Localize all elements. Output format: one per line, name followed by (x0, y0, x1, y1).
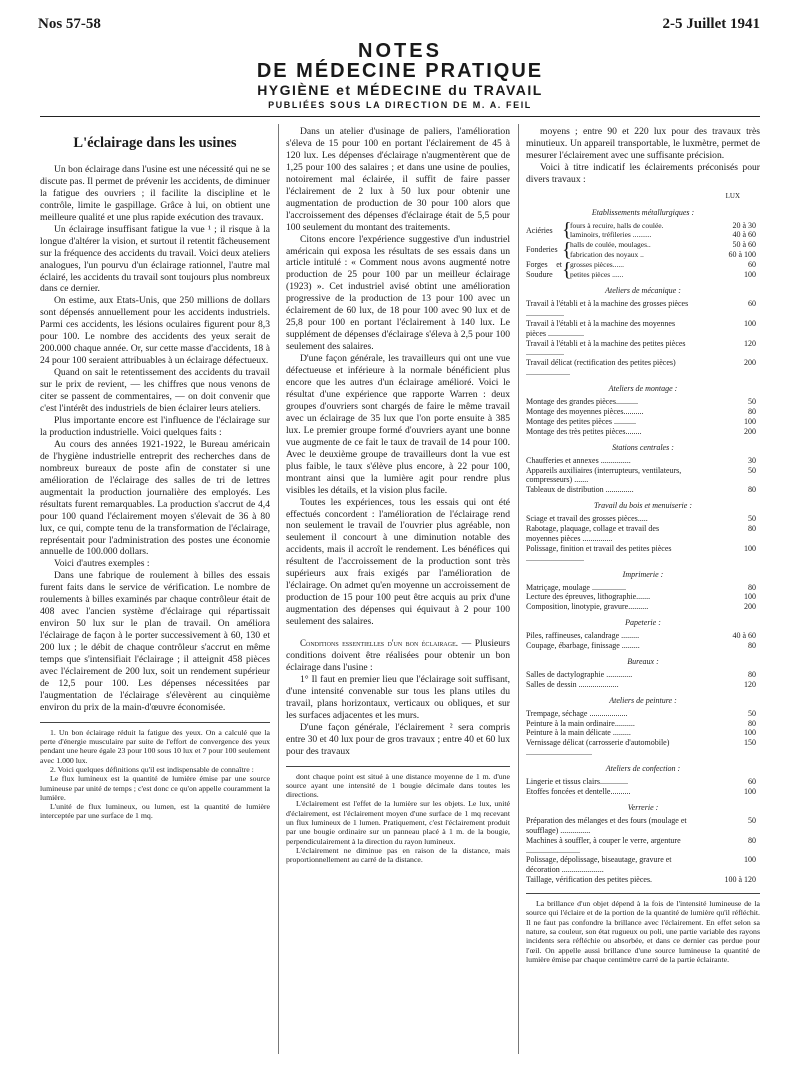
table-row (570, 221, 760, 231)
table-row-label: Trempage, séchage ................... (526, 708, 628, 718)
table-row (570, 230, 760, 240)
table-row-value: 60 (748, 777, 756, 787)
column-2 (286, 126, 510, 865)
paragraph: 1° Il faut en premier lieu que l'éclairage soit suffisant, d'une intensité convenable sur tous les plans utiles du travail, plans horizontaux, verticaux ou obliques, et sur les surfaces adjacentes et les murs. (286, 673, 510, 721)
table-row-value: 100 (744, 416, 756, 426)
table-row-value: 120 (744, 679, 756, 689)
table-row-label: Piles, raffineuses, calandrage ......... (526, 631, 640, 641)
table-row-value: 80 (748, 669, 756, 679)
table-row (526, 397, 760, 407)
table-row (526, 524, 760, 544)
table-row-value: 40 à 60 (732, 631, 756, 641)
table-row-label: Polissage, finition et travail des petites pièces ............................. (526, 543, 672, 563)
table-row-value: 20 à 30 (732, 220, 756, 230)
footnotes (40, 728, 270, 821)
table-row-value: 100 (744, 855, 756, 865)
header-rule (40, 116, 760, 117)
table-row-value: 200 (744, 426, 756, 436)
paragraph: Un bon éclairage dans l'usine est une nécessité qui ne se discute pas. Il permet de prévenir les accidents, de diminuer la fatigue des ouvriers ; il facilite la discipline et le contrôle, limite le gaspillage. Grâce à lui, on obtient une meilleure qualité et une plus rapide exécution des travaux. (40, 163, 270, 223)
table-row (526, 631, 760, 641)
table-section-title: Verrerie : (627, 802, 659, 812)
table-row-value: 80 (748, 641, 756, 651)
table-row-label: Etoffes foncées et dentelle.......... (526, 786, 631, 796)
journal-section: HYGIÈNE et MÉDECINE du TRAVAIL (257, 82, 543, 98)
paragraph: Plus importante encore est l'influence de l'éclairage sur la production industrielle. Voici quelques faits : (40, 414, 270, 438)
table-row-value: 80 (748, 524, 756, 534)
table-row-value: 60 (748, 260, 756, 270)
brace-icon: { (562, 259, 572, 282)
table-row-label: Montage des très petites pièces........ (526, 426, 642, 436)
table-row-label: Travail délicat (rectification des petites pièces) ...................... (526, 358, 676, 378)
issue-date: 2-5 Juillet 1941 (662, 16, 760, 32)
table-group (526, 221, 760, 241)
table-row-value: 60 (748, 298, 756, 308)
table-row-label: Travail à l'établi et à la machine des petites pièces ................... (526, 338, 686, 358)
table-row (526, 592, 760, 602)
table-row (526, 319, 760, 339)
table-row (526, 456, 760, 466)
lux-table (526, 192, 760, 885)
table-row-value: 100 (744, 270, 756, 280)
table-row (526, 466, 760, 486)
paragraph: Citons encore l'expérience suggestive d'un industriel américain qui exposa les résultats de ses essais dans un article intitulé : « Comment nous avons augmenté notre production de 25 pour 100 par un meilleur éclairage (1923) ». Cet industriel avisé obtint une amélioration progressive de la production de 13 pour 100 avec un éclairement de 60 lux, de 18 pour 100 avec 90 lux et de 25,8 pour 100 en portant l'éclairement à 140 lux. Le supplément de dépenses d'éclairage s'éleva à 2,5 pour 100 seulement des salaires. (286, 233, 510, 353)
table-group (526, 240, 760, 260)
table-row (526, 816, 760, 836)
table-row-label: Tableaux de distribution .............. (526, 485, 634, 495)
table-row-label: Coupage, ébarbage, finissage ......... (526, 641, 640, 651)
footnote: L'éclairement ne diminue pas en raison de la distance, mais proportionnellement au carré de la distance. (286, 845, 510, 865)
table-row (526, 358, 760, 378)
table-row-value: 30 (748, 455, 756, 465)
paragraph: Un éclairage insuffisant fatigue la vue ¹ ; il risque à la longue d'altérer la vision, et surtout il retentit fâcheusement sur la fréquence des accidents du travail. Voici deux ateliers analogues, l'un pourvu d'un éclairage rationnel, l'autre mal éclairé, les accidents du travail sont toujours plus nombreux dans ce dernier. (40, 223, 270, 295)
table-row-value: 200 (744, 358, 756, 368)
table-row-label: Salles de dactylographie ............. (526, 669, 633, 679)
table-row (526, 602, 760, 612)
table-row (526, 670, 760, 680)
table-row-label: Rabotage, plaquage, collage et travail des moyennes pièces ............... (526, 524, 660, 543)
table-group (526, 260, 760, 280)
table-row-value: 50 (748, 465, 756, 475)
table-row (570, 260, 760, 270)
table-row-label: Montage des moyennes pièces.......... (526, 406, 644, 416)
table-row (526, 728, 760, 738)
paragraph-text: — Plusieurs conditions doivent être réalisées pour obtenir un bon éclairage dans l'usine : (286, 638, 510, 673)
column-1 (40, 126, 270, 821)
footnote-rule (286, 766, 510, 767)
table-row-label: petites pièces ...... (570, 270, 624, 280)
journal-editor: PUBLIÉES SOUS LA DIRECTION DE M. A. FEIL (268, 100, 532, 110)
table-row-value: 40 à 60 (732, 230, 756, 240)
table-row-value: 50 à 60 (732, 240, 756, 250)
paragraph: Quand on sait le retentissement des accidents du travail sur le prix de revient, — les chiffres que nous venons de citer se passent de commentaires, — on doit convenir que c'est l'intérêt des industriels de bien éclairer leurs ateliers. (40, 367, 270, 415)
table-row (526, 583, 760, 593)
table-row-label: Montage des petites pièces ........... (526, 416, 636, 426)
table-row-label: Préparation des mélanges et des fours (moulage et soufflage) ............... (526, 815, 687, 835)
brace-icon: { (562, 219, 572, 242)
table-section-title: Ateliers de montage : (608, 384, 678, 394)
table-row-value: 100 (744, 592, 756, 602)
table-row-label: Appareils auxiliaires (interrupteurs, ventilateurs, compresseurs) ....... (526, 465, 682, 485)
table-row-label: Travail à l'établi et à la machine des grosses pièces ................... (526, 298, 689, 318)
table-row-label: halls de coulée, moulages.. (570, 240, 651, 250)
table-row-value: 150 (744, 738, 756, 748)
paragraph (286, 638, 510, 674)
paragraph: Dans une fabrique de roulement à billes des essais furent faits dans le service de vérification. Le nombre de roulements à billes examinés par chaque contrôleur était de 408 avec l'ancien système d'éclairage qui répartissait environ 50 lux sur le plan de travail. On améliora l'éclairage de façon à le porter successivement à 60, 130 et 200 lux ; le débit de chaque contrôleur s'accrut en même temps que s'intensifiait l'éclairage ; il atteignit 458 pièces avec l'éclairement de 200 lux, soit un rendement supérieur de 12,5 pour 100. Les dépenses nécessitées par l'augmentation de l'éclairage s'élevèrent au cinquième environ du prix de la main-d'œuvre économisée. (40, 570, 270, 713)
table-row-value: 200 (744, 602, 756, 612)
table-row (526, 641, 760, 651)
footnote: 1. Un bon éclairage réduit la fatigue des yeux. On a calculé que la perte d'énergie musculaire par suite de l'effort de convergence des yeux pendant une heure égale 23 pour 100 sous 10 lux et 7 pour 100 seulement avec 1.000 lux. (40, 727, 270, 765)
table-row-value: 100 (744, 786, 756, 796)
section-heading: Conditions essentielles d'un bon éclairage. (300, 638, 458, 649)
paragraph: Toutes les expériences, tous les essais qui ont été effectués concordent : l'amélioration de l'éclairage rend non seulement le travail de l'ouvrier plus agréable, non seulement il concourt à une diminution notable des accidents, mais il accroît le rendement. Les bénéfices qui résultent de l'accroissement de la production sont très supérieurs aux frais exigés par l'amélioration de l'éclairage. On admet qu'en moyenne un accroissement de production de 15 pour 100 peut être acquis au prix d'une augmentation des dépenses qui équivaut à 2 pour 100 seulement des salaires. (286, 496, 510, 628)
table-row-value: 50 (748, 708, 756, 718)
table-row-label: Composition, linotypie, gravure.......... (526, 602, 649, 612)
table-row (526, 299, 760, 319)
table-row (526, 427, 760, 437)
footnote: La brillance d'un objet dépend à la fois de l'intensité lumineuse de la source qui l'éclaire et de la portion de la quantité de lumière qu'il réfléchit. Il ne faut pas confondre la brillance avec l'éclairement. En effet selon sa nature, sa couleur, son état rugueux ou poli, une partie variable des rayons incidents sera réfléchie ou absorbée, et dans ce dernier cas perdue pour l'œil. On appelle aussi brillance d'une source lumineuse la quantité de lumière émise par chaque centimètre carré de la partie éclairante. (526, 899, 760, 964)
table-row-label: Travail à l'établi et à la machine des moyennes pièces .................. (526, 318, 676, 338)
table-row-value: 50 (748, 397, 756, 407)
table-row-label: Sciage et travail des grosses pièces..... (526, 514, 648, 524)
table-row-value: 80 (748, 485, 756, 495)
table-row (526, 738, 760, 758)
column-3 (526, 126, 760, 964)
table-row (526, 339, 760, 359)
paragraph: Au cours des années 1921-1922, le Bureau américain de l'hygiène industrielle entreprit des recherches dans de nombreux bureaux de poste afin de constater si une amélioration de l'éclairage des salles de tri de lettres augmentait la production journalière des employés. Les résultats furent remarquables. La production s'accrut de 4,4 pour 100 quand l'éclairement moyen s'élevait de 36 à 80 lux, ce qui, compte tenu de la transformation de l'éclairage, représentait pour l'administration des postes une économie annuelle de 100.000 dollars. (40, 438, 270, 558)
table-row-label: Polissage, dépolissage, biseautage, gravure et décoration ..................... (526, 855, 672, 875)
footnotes (526, 899, 760, 964)
table-row-value: 80 (748, 582, 756, 592)
table-section-title: Ateliers de peinture : (609, 695, 677, 705)
table-row-value: 100 (744, 728, 756, 738)
footnote-rule (526, 893, 760, 894)
table-row-label: fabrication des noyaux .. (570, 250, 644, 260)
table-row (526, 514, 760, 524)
table-row (526, 855, 760, 875)
table-row-label: fours à recuire, halls de coulée. (570, 220, 664, 230)
table-row-label: Salles de dessin .................... (526, 679, 619, 689)
paragraph: On estime, aux Etats-Unis, que 250 millions de dollars sont dépensés annuellement pour les accidents industriels. Parmi ces accidents, les lésions oculaires figurent pour 8,3 pour 100. Le nombre des accidents des yeux serait de 200.000 chaque année. Or, sur cette masse d'accidents, 18 à 24 pour 100 seraient attribuables à un éclairage défectueux. (40, 295, 270, 367)
table-row-value: 50 (748, 514, 756, 524)
brace-icon: { (562, 239, 572, 262)
table-row-label: Vernissage délicat (carrosserie d'automobile) ................................. (526, 738, 670, 758)
table-row-label: Machines à souffler, à couper le verre, argenture ........................... (526, 835, 681, 855)
table-row-value: 100 (744, 318, 756, 328)
table-row-value: 50 (748, 815, 756, 825)
table-row-label: Peinture à la main ordinaire.......... (526, 718, 635, 728)
table-section-title: Ateliers de confection : (605, 764, 681, 774)
paragraph: Dans un atelier d'usinage de paliers, l'amélioration s'éleva de 15 pour 100 en portant l'éclairement de 45 à 120 lux. Les dépenses d'éclairage n'augmentèrent que de 1,25 pour 100 des salaires ; et dans une usine de poulies, notoirement mal éclairée, il suffit de faire passer l'éclairement de 2 lux à 50 lux pour obtenir une augmentation de production de 30 pour 100 alors que l'accroissement des dépenses d'éclairage était de 5,5 pour 100 seulement du montant des traitements. (286, 126, 510, 233)
table-group-label: Forges et Soudure (526, 260, 562, 280)
table-row (526, 777, 760, 787)
table-row-value: 100 à 120 (724, 875, 756, 885)
table-row (526, 709, 760, 719)
table-row-label: Chaufferies et annexes ............... (526, 455, 631, 465)
column-divider-1 (278, 124, 279, 1054)
table-row-label: Taillage, vérification des petites pièces. (526, 875, 653, 885)
table-row (570, 270, 760, 280)
footnote-rule (40, 722, 270, 723)
table-row-value: 100 (744, 543, 756, 553)
footnote: L'unité de flux lumineux, ou lumen, est la quantité de lumière interceptée par une surface de 1 mq. (40, 802, 270, 821)
paragraph: Voici d'autres exemples : (54, 558, 150, 570)
article-title: L'éclairage dans les usines (73, 135, 237, 151)
table-row (526, 787, 760, 797)
lux-unit-header: LUX (725, 191, 740, 200)
table-row-value: 60 à 100 (728, 250, 756, 260)
table-row (526, 836, 760, 856)
table-row-value: 80 (748, 406, 756, 416)
paragraph: D'une façon générale, les travailleurs qui ont une vue défectueuse et inférieure à la normale bénéficient plus encore que les autres d'un éclairage amélioré. Voici le résultat d'une expérience que rapporte Warren : deux groupes d'ouvriers sont chargés de faire le même travail avec un éclairage de 35 lux que l'on porte ensuite à 385 lux. Le premier groupe formé d'ouvriers ayant une bonne vue augmente de ce fait le taux de travail de 14 pour 100. Avec le deuxième groupe de travailleurs dont la vue est plus faible, le taux s'élève plus encore, à 22 pour 100, montrant ainsi que la lumière agit pour rendre plus visibles les détails, et la vision plus facile. (286, 353, 510, 496)
table-row-value: 80 (748, 718, 756, 728)
table-row-value: 80 (748, 835, 756, 845)
table-row-label: grosses pièces...... (570, 260, 624, 270)
table-row (526, 407, 760, 417)
table-section-title: Travail du bois et menuiserie : (594, 501, 692, 511)
table-row (526, 485, 760, 495)
footnote: Le flux lumineux est la quantité de lumière émise par une source lumineuse par unité de temps ; c'est donc ce qu'on appelle couramment la lumière. (40, 774, 270, 802)
paragraph: D'une façon générale, l'éclairement ² sera compris entre 30 et 40 lux pour de gros travaux ; entre 40 et 60 lux pour des travaux (286, 721, 510, 757)
table-section-title: Ateliers de mécanique : (605, 286, 681, 296)
paragraph: moyens ; entre 90 et 220 lux pour des travaux très minutieux. Un appareil transportable, le luxmètre, permet de mesurer l'éclairement avec une suffisante précision. (526, 126, 760, 161)
table-section-title: Stations centrales : (612, 442, 674, 452)
journal-title: NOTES (358, 40, 442, 62)
footnote: dont chaque point est situé à une distance moyenne de 1 m. d'une source ayant une intensité de 1 bougie décimale dans toutes les directions. (286, 771, 510, 800)
table-row (526, 544, 760, 564)
table-row (526, 417, 760, 427)
footnote: L'éclairement est l'effet de la lumière sur les objets. Le lux, unité d'éclairement, est l'éclairement moyen d'une surface de 1 mq recevant un flux lumineux de 1 lumen. Pratiquement, c'est l'éclairement produit par une bougie ordinaire sur un panneau placé à 1 m. de la bougie, perpendiculairement à la direction du rayon lumineux. (286, 799, 510, 846)
journal-subtitle: DE MÉDECINE PRATIQUE (256, 60, 544, 82)
table-row-label: Peinture à la main délicate ......... (526, 728, 631, 738)
table-section-title: Papeterie : (625, 618, 661, 628)
table-row-label: Lingerie et tissus clairs.............. (526, 777, 628, 787)
table-row-label: Matriçage, moulage ................. (526, 582, 626, 592)
footnotes (286, 772, 510, 865)
issue-number: Nos 57-58 (38, 16, 101, 32)
paragraph: Voici à titre indicatif les éclairements préconisés pour divers travaux : (526, 161, 760, 185)
column-divider-2 (518, 124, 519, 1054)
table-row-label: Montage des grandes pièces........... (526, 397, 638, 407)
table-group-label: Aciéries (526, 225, 553, 235)
table-section-title: Bureaux : (627, 657, 659, 667)
table-section-title: Etablissements métallurgiques : (591, 207, 695, 217)
table-row-label: Lecture des épreuves, lithographie....... (526, 592, 651, 602)
table-row (570, 240, 760, 250)
table-section-title: Imprimerie : (622, 569, 664, 579)
table-row (526, 680, 760, 690)
table-row (570, 250, 760, 260)
footnote: 2. Voici quelques définitions qu'il est indispensable de connaître : (50, 764, 254, 774)
table-row-label: laminoirs, tréfileries .......... (570, 230, 652, 240)
table-row-value: 120 (744, 338, 756, 348)
table-row (526, 719, 760, 729)
table-row (526, 875, 760, 885)
table-group-label: Fonderies (526, 245, 558, 255)
